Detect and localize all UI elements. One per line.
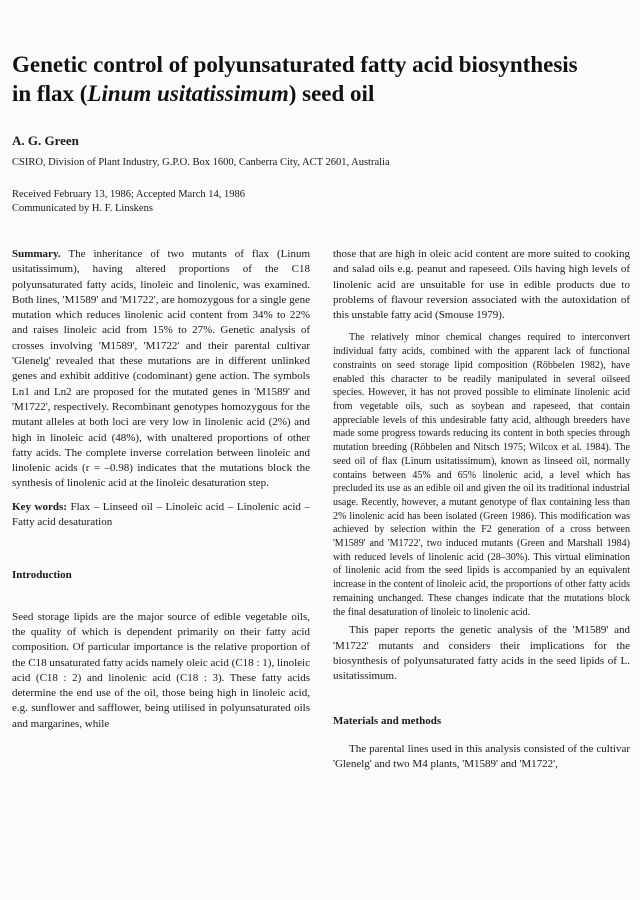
materials-methods-text: The parental lines used in this analysis consisted of the cultivar 'Glenelg' and two M4 plants, 'M1589' and 'M1722',	[333, 742, 630, 771]
introduction-heading: Introduction	[12, 569, 72, 582]
summary-label: Summary.	[12, 248, 61, 260]
dates-block	[12, 188, 572, 216]
keywords-text: Flax – Linseed oil – Linoleic acid – Linolenic acid – Fatty acid desaturation	[12, 500, 311, 529]
right-paragraph-2: The relatively minor chemical changes required to interconvert individual fatty acids, combined with the apparent lack of functional constraints on seed storage lipid composition (Röbbelen 1982), have enabled this character to be readily manipulated in several oilseed species. However, it has not proved possible to eliminate linolenic acid from vegetable oils, such as soybean and rapeseed, that contain appreciable levels of this undesirable fatty acid, although breeders have made some progress towards reducing its content in both species through mutation breeding (Röbbelen and Nitsch 1975; Wilcox et al. 1984). The seed oil of flax (Linum usitatissimum), known as linseed oil, normally contains between 45% and 65% linolenic acid, a level which has precluded its use as an edible oil and given the oil its traditional industrial usage. Recently, however, a mutant genotype of flax containing less than 2% linolenic acid has been isolated (Green 1986). This modification was achieved by selection within the F2 generation of a cross between 'M1589' and 'M1722', two induced mutants (Green and Marshall 1984) with reduced levels of linolenic acid (28–30%). This virtual elimination of linolenic acid from the seed lipids is accompanied by an equivalent increase in the content of linoleic acid, the proportions of other fatty acids remaining unchanged. These changes indicate that the mutations block the final desaturation of linoleic to linolenic acid.	[333, 332, 630, 618]
title-species: Linum usitatissimum	[87, 81, 289, 106]
keywords-label: Key words:	[12, 500, 67, 513]
paper-title	[12, 50, 612, 108]
received-accepted: Received February 13, 1986; Accepted March 14, 1986	[12, 189, 245, 200]
right-paragraph-3: This paper reports the genetic analysis of the 'M1589' and 'M1722' mutants and considers their implications for the biosynthesis of polyunsaturated fatty acids in the seed lipids of L. usitatissimum.	[333, 624, 630, 683]
title-line-1: Genetic control of polyunsaturated fatty acid biosynthesis	[12, 52, 578, 77]
keywords-section	[12, 500, 310, 531]
title-line-2-pre: in flax (	[12, 81, 88, 106]
author-line: A. G. Green	[12, 133, 79, 148]
right-column	[333, 247, 630, 772]
summary-section	[12, 247, 310, 492]
right-paragraph-1: those that are high in oleic acid content are more suited to cooking and salad oils e.g. peanut and rapeseed. Oils having high levels of linolenic acid are unsuitable for use in edible products due to problems of flavour reversion associated with the autoxidation of this unstable fatty acid (Smouse 1979).	[333, 248, 630, 322]
summary-text: The inheritance of two mutants of flax (Linum usitatissimum), having altered proportions of the C18 polyunsaturated fatty acids, linoleic and linolenic, was examined. Both lines, 'M1589' and 'M1722', are homozygous for a single gene mutation which reduces linolenic acid content from 34% to 22% and raises linoleic acid from 15% to 27%. Genetic analysis of crosses involving 'M1589', 'M1722' and their parental cultivar 'Glenelg' revealed that these mutations are in different unlinked genes and exhibit additive (codominant) gene action. The symbols Ln1 and Ln2 are proposed for the mutated genes in 'M1589' and 'M1722', respectively. Recombinant genotypes homozygous for the mutant alleles at both loci are very low in linolenic acid (2%) and high in linoleic acid (48%), with unaltered proportions of other fatty acids. The complete inverse correlation between linoleic and linolenic acids (r = –0.98) indicates that the mutations block the synthesis of linolenic acid at the linoleic desaturation step.	[12, 248, 310, 490]
title-line-2	[12, 79, 612, 108]
title-line-2-post: ) seed oil	[288, 81, 375, 106]
materials-methods-heading: Materials and methods	[333, 715, 442, 728]
affiliation: CSIRO, Division of Plant Industry, G.P.O. Box 1600, Canberra City, ACT 2601, Australia	[12, 157, 390, 168]
communicated-by: Communicated by H. F. Linskens	[12, 203, 153, 214]
left-column	[12, 247, 310, 732]
introduction-text: Seed storage lipids are the major source of edible vegetable oils, the quality of which is dependent primarily on their fatty acid composition. Of particular importance is the relative proportion of the C18 unsaturated fatty acids namely oleic acid (C18 : 1), linoleic acid (C18 : 2) and linolenic acid (C18 : 3). These fatty acids determine the end use of the oil, those being high in linoleic acid, e.g. sunflower and safflower, being utilised in polyunsaturated oils and margarines, while	[12, 610, 310, 730]
